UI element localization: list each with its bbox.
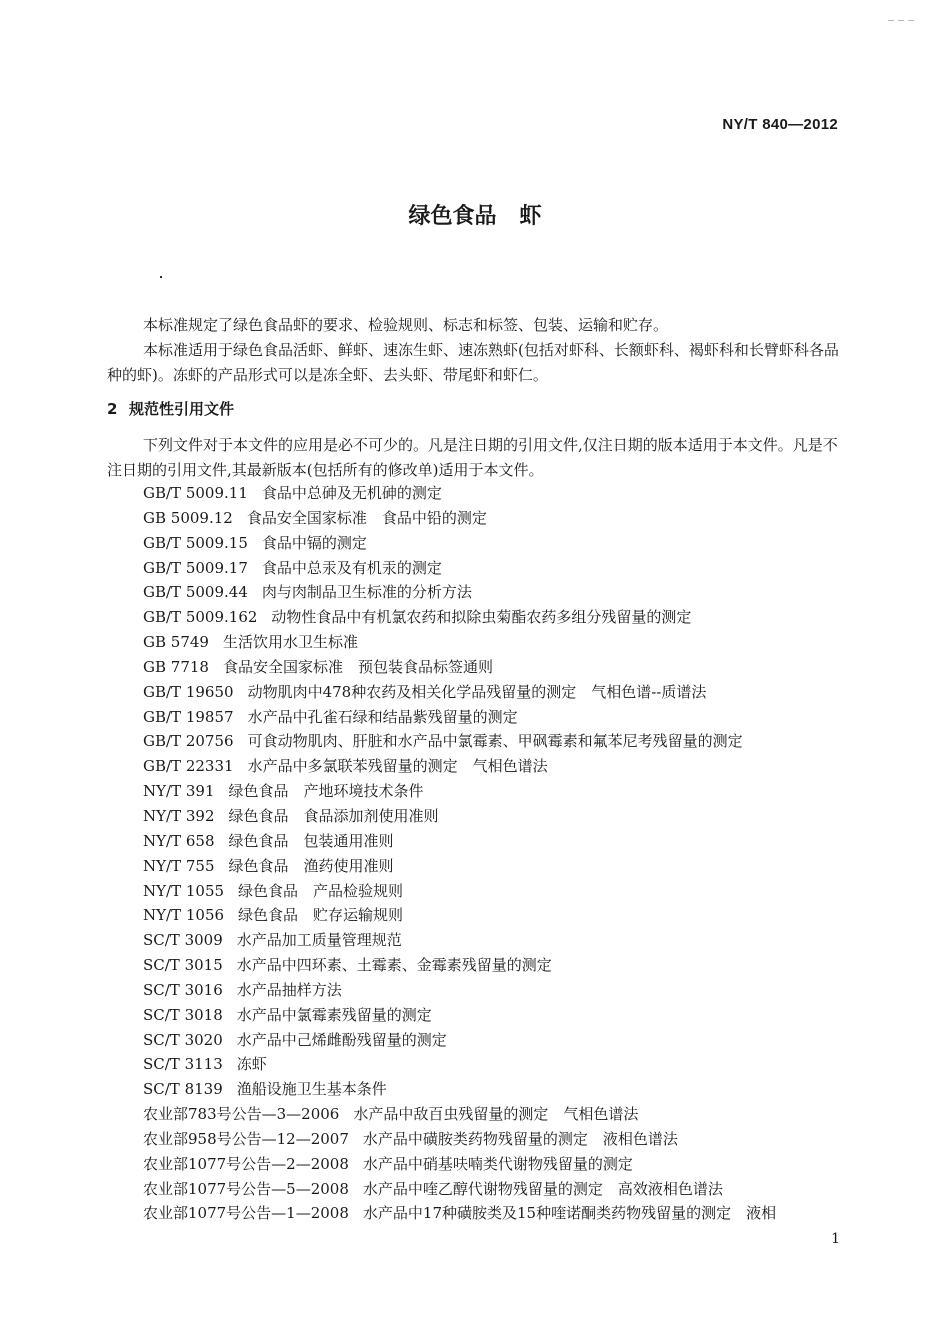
document-title: [0, 199, 950, 230]
reference-item: [143, 754, 776, 779]
reference-code: GB 5009.12: [143, 508, 233, 527]
reference-title: 水产品抽样方法: [236, 980, 342, 999]
reference-title: 肉与肉制品卫生标准的分析方法: [261, 583, 472, 602]
reference-item: [143, 1152, 776, 1177]
reference-title: 绿色食品 渔药使用准则: [228, 856, 394, 875]
scope-paragraph-1: 本标准规定了绿色食品虾的要求、检验规则、标志和标签、包装、运输和贮存。: [143, 316, 669, 334]
reference-code: GB/T 20756: [143, 732, 234, 751]
reference-item: [143, 705, 776, 730]
section-number: 2: [107, 400, 118, 418]
reference-title: 动物肌肉中478种农药及相关化学品残留量的测定 气相色谱--质谱法: [247, 682, 707, 701]
reference-title: 水产品加工质量管理规范: [236, 931, 402, 950]
reference-item: [143, 630, 776, 655]
references-intro: [107, 433, 840, 483]
reference-item: [143, 879, 776, 904]
reference-title: 水产品中孔雀石绿和结晶紫残留量的测定: [247, 707, 518, 726]
reference-title: 水产品中四环素、土霉素、金霉素残留量的测定: [236, 956, 552, 975]
reference-title: 水产品中敌百虫残留量的测定 气相色谱法: [353, 1105, 639, 1124]
standard-code: NY/T 840—2012: [722, 116, 838, 133]
reference-code: SC/T 3016: [143, 980, 223, 999]
reference-item: [143, 506, 776, 531]
reference-item: [143, 655, 776, 680]
page-number: 1: [831, 1231, 840, 1247]
reference-code: 农业部1077号公告—5—2008: [143, 1179, 349, 1198]
title-part-2: 虾: [519, 204, 542, 229]
reference-title: 动物性食品中有机氯农药和拟除虫菊酯农药多组分残留量的测定: [271, 608, 692, 627]
reference-code: NY/T 391: [143, 782, 215, 801]
reference-code: 农业部1077号公告—2—2008: [143, 1154, 349, 1173]
reference-item: [143, 779, 776, 804]
reference-code: SC/T 3020: [143, 1030, 223, 1049]
reference-item: [143, 1028, 776, 1053]
reference-code: GB/T 19857: [143, 707, 234, 726]
reference-title: 可食动物肌肉、肝脏和水产品中氯霉素、甲砜霉素和氟苯尼考残留量的测定: [247, 732, 743, 751]
reference-title: 食品安全国家标准 食品中铅的测定: [246, 508, 487, 527]
reference-code: NY/T 392: [143, 806, 215, 825]
reference-code: GB/T 5009.44: [143, 583, 248, 602]
reference-item: [143, 903, 776, 928]
reference-title: 绿色食品 产地环境技术条件: [228, 782, 424, 801]
reference-title: 水产品中多氯联苯残留量的测定 气相色谱法: [247, 757, 548, 776]
reference-code: 农业部958号公告—12—2007: [143, 1129, 349, 1148]
section-2-heading: [107, 398, 234, 419]
reference-code: GB/T 22331: [143, 757, 234, 776]
reference-code: NY/T 755: [143, 856, 215, 875]
reference-list: [143, 481, 776, 1226]
reference-code: SC/T 3018: [143, 1005, 223, 1024]
reference-code: GB/T 5009.11: [143, 484, 248, 502]
reference-item: [143, 1102, 776, 1127]
reference-item: [143, 531, 776, 556]
scan-dot: [160, 276, 162, 278]
reference-code: NY/T 1055: [143, 881, 225, 900]
reference-title: 冻虾: [236, 1055, 267, 1074]
reference-title: 水产品中喹乙醇代谢物残留量的测定 高效液相色谱法: [362, 1179, 723, 1198]
reference-item: [143, 1077, 776, 1102]
reference-item: [143, 928, 776, 953]
reference-item: [143, 1052, 776, 1077]
reference-code: SC/T 3009: [143, 931, 223, 950]
scope-section: [107, 313, 840, 388]
reference-title: 绿色食品 食品添加剂使用准则: [228, 806, 439, 825]
reference-code: NY/T 658: [143, 831, 215, 850]
reference-title: 渔船设施卫生基本条件: [236, 1080, 387, 1099]
reference-item: [143, 680, 776, 705]
reference-code: GB/T 5009.17: [143, 558, 248, 577]
reference-title: 绿色食品 产品检验规则: [238, 881, 404, 900]
reference-item: [143, 580, 776, 605]
reference-item: [143, 1127, 776, 1152]
reference-title: 食品安全国家标准 预包装食品标签通则: [222, 657, 493, 676]
reference-code: 农业部1077号公告—1—2008: [143, 1204, 349, 1223]
reference-code: GB 7718: [143, 657, 209, 676]
reference-title: 绿色食品 贮存运输规则: [238, 906, 404, 925]
reference-item: [143, 481, 776, 506]
title-part-1: 绿色食品: [408, 204, 497, 229]
reference-title: 水产品中磺胺类药物残留量的测定 液相色谱法: [362, 1129, 678, 1148]
reference-item: [143, 729, 776, 754]
reference-title: 水产品中硝基呋喃类代谢物残留量的测定: [362, 1154, 633, 1173]
reference-title: 水产品中己烯雌酚残留量的测定: [236, 1030, 447, 1049]
reference-code: GB/T 5009.15: [143, 533, 248, 552]
reference-code: SC/T 8139: [143, 1080, 223, 1099]
scope-paragraph-2: 本标准适用于绿色食品活虾、鲜虾、速冻生虾、速冻熟虾(包括对虾科、长额虾科、褐虾科和长臂虾科各品种的虾)。冻虾的产品形式可以是冻全虾、去头虾、带尾虾和虾仁。: [107, 341, 839, 384]
reference-code: GB/T 5009.162: [143, 608, 258, 627]
reference-code: SC/T 3015: [143, 956, 223, 975]
reference-item: [143, 556, 776, 581]
section-title: 规范性引用文件: [129, 400, 235, 418]
reference-title: 生活饮用水卫生标准: [222, 633, 358, 652]
reference-code: NY/T 1056: [143, 906, 225, 925]
reference-item: [143, 978, 776, 1003]
reference-title: 食品中总汞及有机汞的测定: [261, 558, 442, 577]
reference-item: [143, 605, 776, 630]
reference-item: [143, 1003, 776, 1028]
reference-title: 食品中总砷及无机砷的测定: [261, 484, 442, 502]
reference-item: [143, 1201, 776, 1226]
reference-item: [143, 854, 776, 879]
reference-title: 食品中镉的测定: [261, 533, 367, 552]
reference-item: [143, 953, 776, 978]
reference-code: SC/T 3113: [143, 1055, 223, 1074]
reference-item: [143, 829, 776, 854]
scan-artifact: [888, 6, 928, 8]
reference-code: GB/T 19650: [143, 682, 234, 701]
intro-paragraph: 下列文件对于本文件的应用是必不可少的。凡是注日期的引用文件,仅注日期的版本适用于本文件。凡是不注日期的引用文件,其最新版本(包括所有的修改单)适用于本文件。: [107, 436, 838, 479]
reference-title: 绿色食品 包装通用准则: [228, 831, 394, 850]
reference-title: 水产品中氯霉素残留量的测定: [236, 1005, 432, 1024]
reference-code: GB 5749: [143, 633, 209, 652]
reference-item: [143, 1177, 776, 1202]
reference-item: [143, 804, 776, 829]
reference-title: 水产品中17种磺胺类及15种喹诺酮类药物残留量的测定 液相: [362, 1204, 777, 1223]
reference-code: 农业部783号公告—3—2006: [143, 1105, 340, 1124]
